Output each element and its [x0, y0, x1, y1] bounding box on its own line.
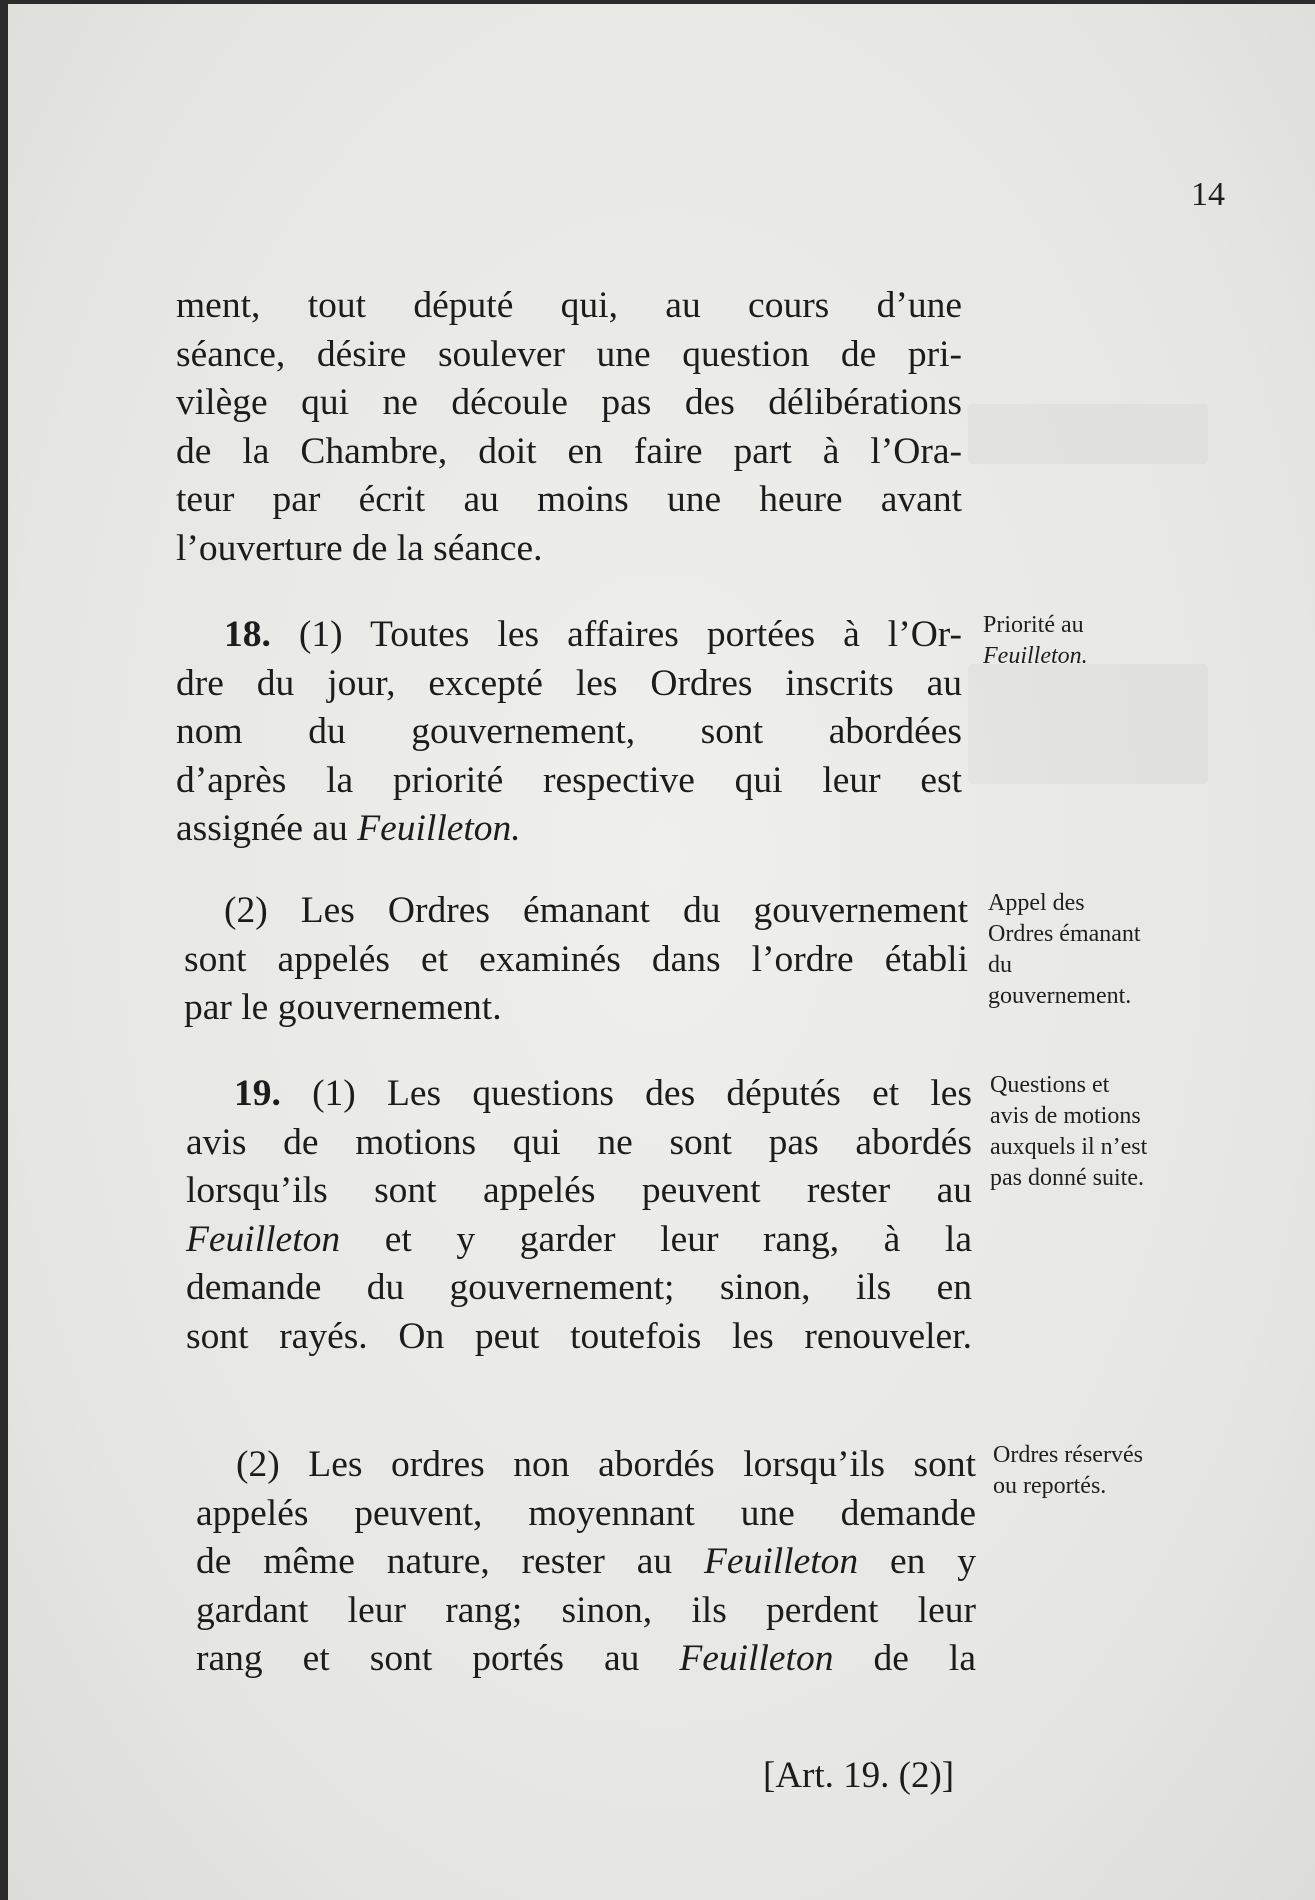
- article-18-2: [184, 887, 968, 1033]
- italic-run: Feuilleton: [704, 1541, 859, 1582]
- article-number: 19.: [234, 1073, 281, 1114]
- note-line: Appel des: [988, 890, 1085, 916]
- text-line: ment, tout député qui, au cours d’une: [176, 285, 962, 326]
- marginal-note-priority: [983, 610, 1088, 672]
- text-line: d’après la priorité respective qui leur est: [176, 759, 962, 801]
- text-line: demande du gouvernement; sinon, ils en: [186, 1267, 972, 1308]
- text-run: de même nature, rester au: [196, 1541, 705, 1582]
- note-line: Feuilleton.: [983, 643, 1088, 669]
- text-run: et y garder leur rang, à la: [340, 1218, 972, 1260]
- text-line: appelés peuvent, moyennant une demande: [196, 1492, 976, 1534]
- page-number: 14: [1191, 176, 1225, 213]
- article-number: 18.: [224, 614, 271, 655]
- text-line: [186, 1070, 972, 1119]
- text-line: lorsqu’ils sont appelés peuvent rester au: [186, 1170, 972, 1211]
- text-line: l’ouverture de la séance.: [176, 527, 543, 569]
- text-run: (1) Les questions des députés et les: [280, 1073, 972, 1114]
- note-line: pas donné suite.: [990, 1165, 1144, 1191]
- paragraph-continuation: [176, 282, 962, 573]
- text-line: nom du gouvernement, sont abordées: [176, 711, 962, 752]
- note-line: ou reportés.: [993, 1473, 1107, 1499]
- text-line: par le gouvernement.: [184, 987, 502, 1028]
- text-run: (1) Toutes les affaires portées à l’Or-: [270, 614, 962, 655]
- text-line: sont rayés. On peut toutefois les renouveler.: [186, 1315, 972, 1357]
- note-line: Ordres réservés: [993, 1442, 1143, 1468]
- text-line: [196, 1441, 976, 1490]
- text-line: [186, 1216, 972, 1265]
- text-line: gardant leur rang; sinon, ils perdent leur: [196, 1589, 976, 1631]
- marginal-note-government-orders: [988, 888, 1141, 1012]
- text-line: [184, 887, 968, 936]
- text-line: avis de motions qui ne sont pas abordés: [186, 1121, 972, 1163]
- note-line: Questions et: [990, 1072, 1110, 1098]
- document-page: [8, 4, 1315, 1900]
- text-line: séance, désire soulever une question de pri-: [176, 333, 962, 375]
- italic-run: Feuilleton: [679, 1638, 834, 1679]
- text-line: de la Chambre, doit en faire part à l’Ora-: [176, 430, 962, 472]
- text-run: assignée au: [176, 808, 358, 849]
- article-18-1: [176, 611, 962, 854]
- text-run: de la: [833, 1638, 976, 1679]
- text-line: sont appelés et examinés dans l’ordre établi: [184, 938, 968, 980]
- bleed-through: [968, 664, 1208, 784]
- marginal-note-questions: [990, 1070, 1147, 1194]
- note-line: Ordres émanant: [988, 921, 1141, 947]
- text-run: (2) Les Ordres émanant du gouvernement: [224, 890, 968, 931]
- text-line: [196, 1635, 976, 1684]
- text-run: rang et sont portés au: [196, 1638, 680, 1679]
- text-line: dre du jour, excepté les Ordres inscrits au: [176, 662, 962, 704]
- text-line: vilège qui ne découle pas des délibérations: [176, 382, 962, 423]
- text-line: teur par écrit au moins une heure avant: [176, 479, 962, 520]
- note-line: auxquels il n’est: [990, 1134, 1148, 1160]
- note-line: Priorité au: [983, 612, 1084, 638]
- text-run: en y: [858, 1541, 976, 1582]
- italic-run: Feuilleton: [186, 1218, 341, 1260]
- italic-run: Feuilleton.: [357, 808, 521, 849]
- article-19-1: [186, 1070, 972, 1361]
- text-line: [176, 805, 962, 854]
- text-run: (2) Les ordres non abordés lorsqu’ils sont: [236, 1444, 976, 1485]
- text-line: [176, 611, 962, 660]
- marginal-note-reserved-orders: [993, 1440, 1143, 1502]
- note-line: avis de motions: [990, 1103, 1141, 1129]
- text-line: [196, 1538, 976, 1587]
- footer-article-reference: [Art. 19. (2)]: [763, 1755, 955, 1796]
- article-19-2: [196, 1441, 976, 1684]
- bleed-through: [968, 404, 1208, 464]
- note-line: gouvernement.: [988, 983, 1132, 1009]
- note-line: du: [988, 952, 1012, 978]
